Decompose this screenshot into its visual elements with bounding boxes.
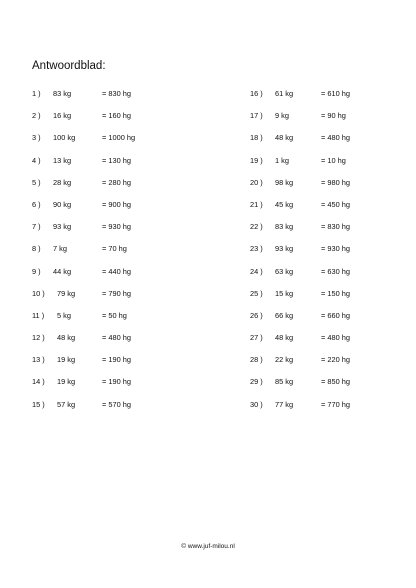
- answer-row: [32, 155, 202, 177]
- answer-row: [32, 310, 202, 332]
- answer-hg-value: = 630 hg: [321, 266, 350, 276]
- answer-kg-value: 19 kg: [57, 377, 76, 387]
- answer-hg-value: = 130 hg: [102, 155, 131, 165]
- answer-kg-value: 19 kg: [57, 355, 76, 365]
- answer-number: 21 ): [250, 199, 263, 209]
- answer-row: [32, 243, 202, 265]
- answer-kg-value: 15 kg: [275, 288, 294, 298]
- answer-hg-value: = 480 hg: [102, 333, 131, 343]
- answer-number: 2 ): [32, 111, 41, 121]
- answer-row: [250, 266, 416, 288]
- answer-kg-value: 5 kg: [57, 310, 71, 320]
- answer-row: [32, 376, 202, 398]
- answer-hg-value: = 480 hg: [321, 333, 350, 343]
- answer-number: 6 ): [32, 199, 41, 209]
- answer-number: 28 ): [250, 355, 263, 365]
- answer-kg-value: 48 kg: [275, 333, 294, 343]
- answer-row: [250, 288, 416, 310]
- answer-kg-value: 28 kg: [53, 177, 72, 187]
- answer-row: [32, 354, 202, 376]
- answer-kg-value: 45 kg: [275, 199, 294, 209]
- answer-kg-value: 9 kg: [275, 111, 289, 121]
- answer-row: [250, 132, 416, 154]
- answer-row: [32, 110, 202, 132]
- answer-hg-value: = 280 hg: [102, 177, 131, 187]
- answer-hg-value: = 220 hg: [321, 355, 350, 365]
- answer-row: [32, 221, 202, 243]
- answer-kg-value: 98 kg: [275, 177, 294, 187]
- answer-row: [250, 243, 416, 265]
- answer-row: [250, 110, 416, 132]
- answer-number: 11 ): [32, 310, 45, 320]
- answer-kg-value: 48 kg: [275, 133, 294, 143]
- answer-kg-value: 90 kg: [53, 199, 72, 209]
- answer-number: 20 ): [250, 177, 263, 187]
- answer-kg-value: 57 kg: [57, 399, 76, 409]
- answer-number: 18 ): [250, 133, 263, 143]
- answer-row: [32, 199, 202, 221]
- answer-row: [32, 399, 202, 421]
- answer-kg-value: 79 kg: [57, 288, 76, 298]
- answer-number: 3 ): [32, 133, 41, 143]
- answer-row: [250, 310, 416, 332]
- answer-number: 29 ): [250, 377, 263, 387]
- answer-number: 16 ): [250, 89, 263, 98]
- answer-row: [250, 332, 416, 354]
- answer-kg-value: 83 kg: [53, 89, 72, 98]
- answer-hg-value: = 160 hg: [102, 111, 131, 121]
- answer-row: [32, 177, 202, 199]
- answer-hg-value: = 830 hg: [321, 222, 350, 232]
- footer-copyright: © www.juf-milou.nl: [181, 543, 235, 550]
- answer-hg-value: = 660 hg: [321, 310, 350, 320]
- answer-kg-value: 1 kg: [275, 155, 289, 165]
- answer-hg-value: = 830 hg: [102, 89, 131, 98]
- answer-kg-value: 93 kg: [53, 222, 72, 232]
- answer-kg-value: 13 kg: [53, 155, 72, 165]
- answer-hg-value: = 450 hg: [321, 199, 350, 209]
- answer-hg-value: = 790 hg: [102, 288, 131, 298]
- answer-row: [250, 177, 416, 199]
- answer-row: [250, 376, 416, 398]
- answer-kg-value: 7 kg: [53, 244, 67, 254]
- answer-row: [32, 132, 202, 154]
- answer-row: [32, 88, 202, 110]
- answer-hg-value: = 1000 hg: [102, 133, 136, 143]
- answer-hg-value: = 850 hg: [321, 377, 350, 387]
- answer-row: [250, 354, 416, 376]
- answer-number: 12 ): [32, 333, 45, 343]
- answer-hg-value: = 50 hg: [102, 310, 127, 320]
- answer-kg-value: 61 kg: [275, 89, 294, 98]
- answer-number: 23 ): [250, 244, 263, 254]
- answer-hg-value: = 770 hg: [321, 399, 350, 409]
- answer-kg-value: 22 kg: [275, 355, 294, 365]
- answer-number: 5 ): [32, 177, 41, 187]
- answer-number: 30 ): [250, 399, 263, 409]
- answer-number: 9 ): [32, 266, 41, 276]
- answer-number: 22 ): [250, 222, 263, 232]
- answer-hg-value: = 440 hg: [102, 266, 131, 276]
- answer-hg-value: = 70 hg: [102, 244, 127, 254]
- answer-hg-value: = 570 hg: [102, 399, 131, 409]
- answer-hg-value: = 10 hg: [321, 155, 346, 165]
- page-title: Antwoordblad:: [32, 60, 106, 72]
- answer-hg-value: = 900 hg: [102, 199, 131, 209]
- answer-kg-value: 44 kg: [53, 266, 72, 276]
- answer-number: 25 ): [250, 288, 263, 298]
- answer-hg-value: = 980 hg: [321, 177, 350, 187]
- answer-kg-value: 48 kg: [57, 333, 76, 343]
- answer-number: 14 ): [32, 377, 45, 387]
- answer-kg-value: 100 kg: [53, 133, 76, 143]
- answer-row: [250, 221, 416, 243]
- answer-hg-value: = 190 hg: [102, 355, 131, 365]
- answer-row: [32, 288, 202, 310]
- answer-hg-value: = 150 hg: [321, 288, 350, 298]
- answer-number: 17 ): [250, 111, 263, 121]
- answer-kg-value: 85 kg: [275, 377, 294, 387]
- answer-hg-value: = 190 hg: [102, 377, 131, 387]
- answer-number: 19 ): [250, 155, 263, 165]
- answer-kg-value: 16 kg: [53, 111, 72, 121]
- answer-number: 27 ): [250, 333, 263, 343]
- answer-hg-value: = 480 hg: [321, 133, 350, 143]
- answer-number: 15 ): [32, 399, 45, 409]
- answer-row: [250, 399, 416, 421]
- answer-kg-value: 93 kg: [275, 244, 294, 254]
- answer-row: [250, 199, 416, 221]
- answer-number: 4 ): [32, 155, 41, 165]
- answer-hg-value: = 930 hg: [102, 222, 131, 232]
- answer-kg-value: 77 kg: [275, 399, 294, 409]
- answer-row: [250, 155, 416, 177]
- answer-number: 24 ): [250, 266, 263, 276]
- answer-number: 7 ): [32, 222, 41, 232]
- answer-kg-value: 83 kg: [275, 222, 294, 232]
- answer-number: 10 ): [32, 288, 45, 298]
- answers-column-left: [32, 88, 202, 421]
- answer-row: [32, 332, 202, 354]
- answer-row: [250, 88, 416, 110]
- answer-number: 13 ): [32, 355, 45, 365]
- answer-hg-value: = 610 hg: [321, 89, 350, 98]
- answer-hg-value: = 90 hg: [321, 111, 346, 121]
- answer-hg-value: = 930 hg: [321, 244, 350, 254]
- answer-kg-value: 63 kg: [275, 266, 294, 276]
- answer-number: 1 ): [32, 89, 41, 98]
- answers-column-right: [250, 88, 416, 421]
- answer-row: [32, 266, 202, 288]
- answer-kg-value: 66 kg: [275, 310, 294, 320]
- answer-number: 26 ): [250, 310, 263, 320]
- answer-number: 8 ): [32, 244, 41, 254]
